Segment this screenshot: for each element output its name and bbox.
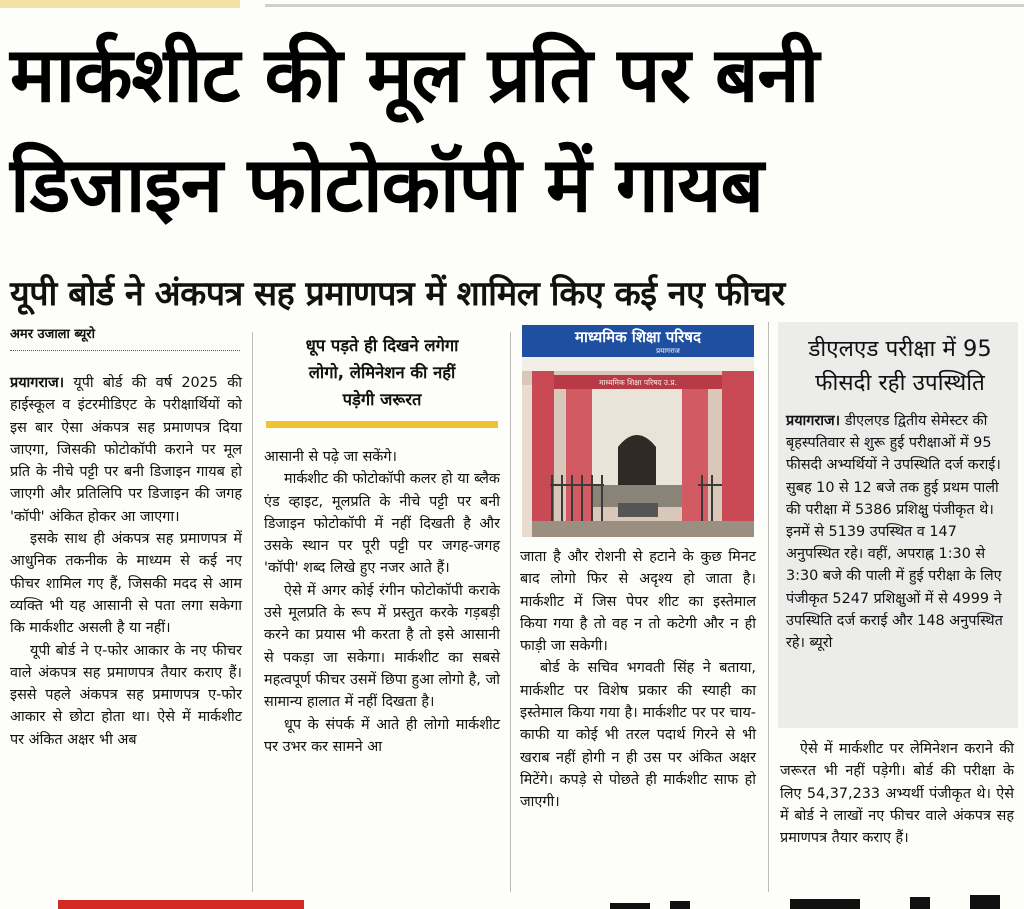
photo-banner-subtext: प्रयागराज [656, 347, 680, 355]
paragraph: ऐसे में अगर कोई रंगीन फोटोकॉपी कराके उसे मूलप्रति के रूप में प्रस्तुत करके गड़बड़ी करने का प्रयास भी करता है तो इसे आसानी से पकड़ा जा सकेगा। मार्कशीट का सबसे महत्वपूर्ण फीचर उसमें छिपा हुआ लोगो है, जो सामान्य हालात में नहीं दिखता है। [264, 582, 500, 711]
article-column-2 [264, 446, 500, 758]
top-yellow-strip [0, 0, 240, 8]
headline-line-1: मार्कशीट की मूल प्रति पर बनी [10, 30, 819, 119]
paragraph: इसके साथ ही अंकपत्र सह प्रमाणपत्र में आधुनिक तकनीक के माध्यम से कई नए फीचर शामिल गए हैं, जिसकी मदद से आम व्यक्ति भी यह आसानी से पता लगा सकेगा कि मार्कशीट असली है या नहीं। [10, 531, 242, 637]
pull-quote-line-2: लोगो, लेमिनेशन की नहीं [308, 363, 456, 382]
article-column-4 [780, 738, 1014, 849]
sidebar-dateline: प्रयागराज। [786, 413, 841, 429]
building-photo-illustration [522, 325, 754, 537]
paragraph: जाता है और रोशनी से हटाने के कुछ मिनट बाद लोगो फिर से अदृश्य हो जाता है। मार्कशीट में जिस पेपर शीट का इस्तेमाल किया गया है तो वह न तो कटेगी और न ही फाड़ी जा सकेगी। [520, 549, 756, 655]
paragraph: आसानी से पढ़े जा सकेंगे। [264, 449, 397, 465]
paragraph: ऐसे में मार्कशीट पर लेमिनेशन कराने की जरूरत भी नहीं पड़ेगी। बोर्ड की परीक्षा के लिए 54,37,233 अभ्यर्थी पंजीकृत थे। ऐसे में बोर्ड ने लाखों नए फीचर वाले अंकपत्र सह प्रमाणपत्र तैयार कराए हैं। [780, 741, 1014, 847]
sidebar-text: डीएलएड द्वितीय सेमेस्टर की बृहस्पतिवार से शुरू हुई परीक्षाओं में 95 फीसदी अभ्यर्थियों ने उपस्थिति दर्ज कराई। सुबह 10 से 12 बजे तक हुई प्रथम पाली की परीक्षा में 5386 प्रशिक्षु पंजीकृत थे। इनमें से 5139 उपस्थित व 147 अनुपस्थित रहे। वहीं, अपराह्न 1:30 से 3:30 बजे की पाली में हुई परीक्षा के लिए पंजीकृत 5247 प्रशिक्षुओं में से 4999 ने उपस्थिति दर्ज कराई और 148 अनुपस्थित रहे। ब्यूरो [786, 413, 1003, 652]
sidebar-paragraph [786, 410, 1012, 654]
pull-quote-line-3: पड़ेगी जरूरत [342, 390, 422, 409]
paragraph [10, 372, 242, 528]
top-rule [265, 4, 1024, 7]
paragraph: यूपी बोर्ड ने ए-फोर आकार के नए फीचर वाले अंकपत्र सह प्रमाणपत्र तैयार कराए हैं। इससे पहले अंकपत्र सह प्रमाणपत्र ए-फोर आकार से छोटा होता था। ऐसे में मार्कशीट पर अंकित अक्षर भी अब [10, 642, 242, 748]
column-divider-1 [252, 332, 253, 892]
dateline: प्रयागराज। [10, 375, 65, 391]
sidebar-title [788, 332, 1012, 400]
photo-banner-text: माध्यमिक शिक्षा परिषद [575, 328, 701, 346]
column-divider-2 [510, 332, 511, 892]
cropped-text-marks [610, 893, 1010, 909]
paragraph-text: यूपी बोर्ड की वर्ष 2025 की हाईस्कूल व इंटरमीडिएट के परीक्षार्थियों को इस बार ऐसा अंकपत्र सह प्रमाणपत्र दिया जाएगा, जिसकी फोटोकॉपी कराने पर मूल प्रति के नीचे पट्टी पर बनी डिजाइन गायब हो जाएगी और प्रतिलिपि पर डिजाइन की जगह 'कॉपी' अंकित होकर आ जाएगा। [10, 375, 242, 525]
pull-quote [270, 332, 494, 413]
byline-divider [10, 350, 240, 351]
pull-quote-line-1: धूप पड़ते ही दिखने लगेगा [305, 336, 459, 355]
building-photo [522, 325, 754, 537]
byline: अमर उजाला ब्यूरो [10, 327, 95, 342]
next-headline-cropped [610, 893, 1010, 909]
headline-line-2: डिजाइन फोटोकॉपी में गायब [10, 140, 763, 229]
paragraph: बोर्ड के सचिव भगवती सिंह ने बताया, मार्कशीट पर विशेष प्रकार की स्याही का इस्तेमाल किया गया है। मार्कशीट पर पर चाय-काफी या कोई भी तरल पदार्थ गिरने से भी खराब नहीं होगी न ही उस पर अंकित अक्षर मिटेंगे। कपड़े से पोछते ही मार्कशीट साफ हो जाएगी। [520, 660, 756, 811]
column-divider-3 [768, 322, 769, 892]
article-column-1 [10, 372, 242, 751]
sidebar-title-line-1: डीएलएड परीक्षा में 95 [808, 336, 992, 362]
subheadline: यूपी बोर्ड ने अंकपत्र सह प्रमाणपत्र में शामिल किए कई नए फीचर [10, 274, 785, 314]
photo-gate-text: माध्यमिक शिक्षा परिषद उ.प्र. [598, 378, 678, 387]
paragraph: धूप के संपर्क में आते ही लोगो मार्कशीट पर उभर कर सामने आ [264, 716, 500, 755]
article-column-3 [520, 546, 756, 814]
sidebar-title-line-2: फीसदी रही उपस्थिति [815, 370, 985, 396]
pull-quote-underline [266, 421, 498, 428]
sidebar-body [786, 410, 1012, 654]
bottom-red-strip [58, 900, 304, 909]
paragraph: मार्कशीट की फोटोकॉपी कलर हो या ब्लैक एंड व्हाइट, मूलप्रति के नीचे पट्टी पर बनी डिजाइन फोटोकॉपी में नहीं दिखती है और उसके स्थान पर पूरी पट्टी पर जगह-जगह 'कॉपी' शब्द लिखे हुए नजर आते हैं। [264, 471, 500, 577]
